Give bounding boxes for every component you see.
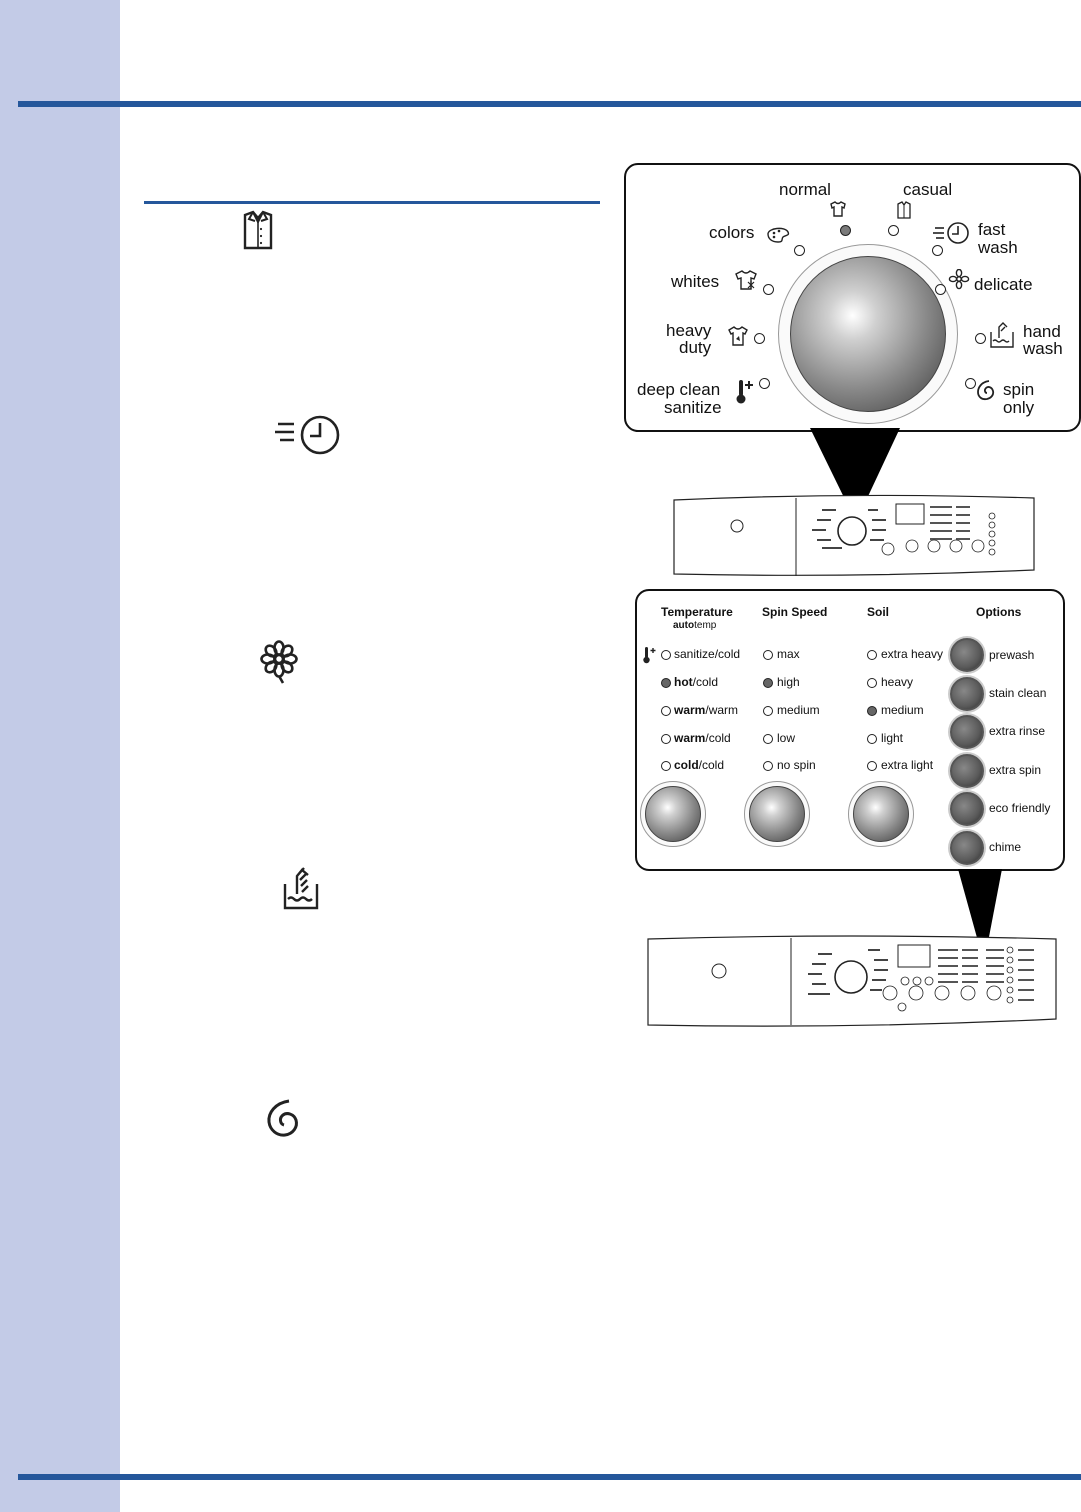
extra-spin-button[interactable]: [950, 754, 984, 788]
eco-friendly-button[interactable]: [950, 792, 984, 826]
soil-option-0: extra heavy: [881, 647, 944, 661]
cycle-indicator-normal: [840, 225, 851, 236]
cycle-indicator-casual: [888, 225, 899, 236]
soil-heading: Soil: [867, 605, 890, 619]
soil-knob[interactable]: [853, 786, 909, 842]
prewash-button[interactable]: [950, 638, 984, 672]
control-panel-thumbnail-1: [672, 494, 1036, 578]
spin-speed-heading: Spin Speed: [762, 605, 828, 619]
temp-option-1: hot/cold: [674, 675, 719, 689]
thermometer-plus-icon: [735, 377, 757, 405]
temp-option-4: cold/cold: [674, 758, 725, 772]
chime-button[interactable]: [950, 831, 984, 865]
hand-wash-small-icon: [989, 321, 1015, 349]
cycle-label-fast: fast: [978, 220, 1006, 239]
spin-option-1: high: [777, 675, 800, 689]
temp-option-0: sanitize/cold: [674, 647, 741, 661]
cycle-indicator-fast-wash: [932, 245, 943, 256]
spin-option-0: max: [777, 647, 800, 661]
cycle-indicator-hand-wash: [975, 333, 986, 344]
cycle-label-spin: spin: [1003, 380, 1035, 399]
spin-option-2: medium: [777, 703, 820, 717]
autotemp-label: autotemp: [673, 620, 717, 631]
spin-indicator-0: [763, 650, 773, 660]
cycle-label-hand: hand: [1023, 322, 1061, 341]
footer-rule: [18, 1474, 1081, 1480]
temp-indicator-1: [661, 678, 671, 688]
fast-wash-small-icon: [932, 221, 972, 245]
control-panel-thumbnail-2: [646, 935, 1058, 1029]
soil-option-4: extra light: [881, 758, 934, 772]
spin-indicator-3: [763, 734, 773, 744]
delicate-flower-icon: [259, 640, 299, 684]
stain-clean-button[interactable]: [950, 677, 984, 711]
cycle-label-normal: normal: [779, 180, 831, 199]
delicate-small-icon: [948, 269, 970, 291]
eco-friendly-label: eco friendly: [989, 801, 1051, 815]
cycle-label-deep-clean: deep clean: [637, 380, 721, 399]
cycle-label-only: only: [1003, 398, 1035, 417]
casual-shirt-icon: [241, 209, 275, 251]
normal-shirt-icon: [829, 200, 847, 218]
spin-option-3: low: [777, 731, 796, 745]
cycle-label-whites: whites: [671, 272, 720, 291]
colors-palette-icon: [765, 225, 791, 243]
soil-option-2: medium: [881, 703, 924, 717]
chime-label: chime: [989, 840, 1022, 854]
cycle-label-delicate: delicate: [974, 275, 1033, 294]
cycle-indicator-heavy-duty: [754, 333, 765, 344]
temperature-heading: Temperature: [661, 605, 733, 619]
temp-indicator-2: [661, 706, 671, 716]
fast-wash-icon: [272, 414, 342, 456]
cycle-label-wash: wash: [978, 238, 1018, 257]
cycle-label-duty: duty: [679, 338, 712, 357]
cycle-indicator-colors: [794, 245, 805, 256]
soil-indicator-3: [867, 734, 877, 744]
soil-indicator-1: [867, 678, 877, 688]
cycle-label-sanitize: sanitize: [664, 398, 722, 417]
casual-small-icon: [896, 201, 912, 219]
section-rule: [144, 201, 600, 204]
options-heading: Options: [976, 605, 1022, 619]
temp-option-3: warm/cold: [674, 731, 731, 745]
stain-clean-label: stain clean: [989, 686, 1047, 700]
soil-option-1: heavy: [881, 675, 914, 689]
spin-only-icon: [265, 1097, 305, 1139]
spin-indicator-4: [763, 761, 773, 771]
temp-option-2: warm/warm: [674, 703, 739, 717]
heavy-duty-shirt-icon: [727, 325, 749, 347]
settings-panel: [635, 589, 1065, 871]
temp-indicator-4: [661, 761, 671, 771]
page-sidebar: [0, 0, 120, 1512]
header-rule: [18, 101, 1081, 107]
soil-indicator-0: [867, 650, 877, 660]
cycle-label-colors: colors: [709, 223, 755, 242]
cycle-label-casual: casual: [903, 180, 953, 199]
spin-indicator-1: [763, 678, 773, 688]
temperature-knob[interactable]: [645, 786, 701, 842]
spin-speed-knob[interactable]: [749, 786, 805, 842]
sanitize-thermometer-icon: [642, 645, 658, 665]
extra-rinse-label: extra rinse: [989, 724, 1046, 738]
whites-shirt-icon: [734, 269, 758, 291]
cycle-selector-knob[interactable]: [790, 256, 946, 412]
soil-option-3: light: [881, 731, 904, 745]
spin-small-icon: [976, 379, 998, 401]
spin-indicator-2: [763, 706, 773, 716]
spin-option-4: no spin: [777, 758, 816, 772]
cycle-indicator-delicate: [935, 284, 946, 295]
prewash-label: prewash: [989, 648, 1035, 662]
hand-wash-icon: [282, 866, 320, 912]
cycle-indicator-spin-only: [965, 378, 976, 389]
soil-indicator-2: [867, 706, 877, 716]
temp-indicator-3: [661, 734, 671, 744]
temp-indicator-0: [661, 650, 671, 660]
soil-indicator-4: [867, 761, 877, 771]
cycle-label-hand-wash: wash: [1023, 339, 1063, 358]
cycle-indicator-deep-clean: [759, 378, 770, 389]
cycle-indicator-whites: [763, 284, 774, 295]
extra-spin-label: extra spin: [989, 763, 1042, 777]
cycle-dial-panel: [624, 163, 1081, 432]
extra-rinse-button[interactable]: [950, 715, 984, 749]
cycle-label-heavy: heavy: [666, 321, 712, 340]
